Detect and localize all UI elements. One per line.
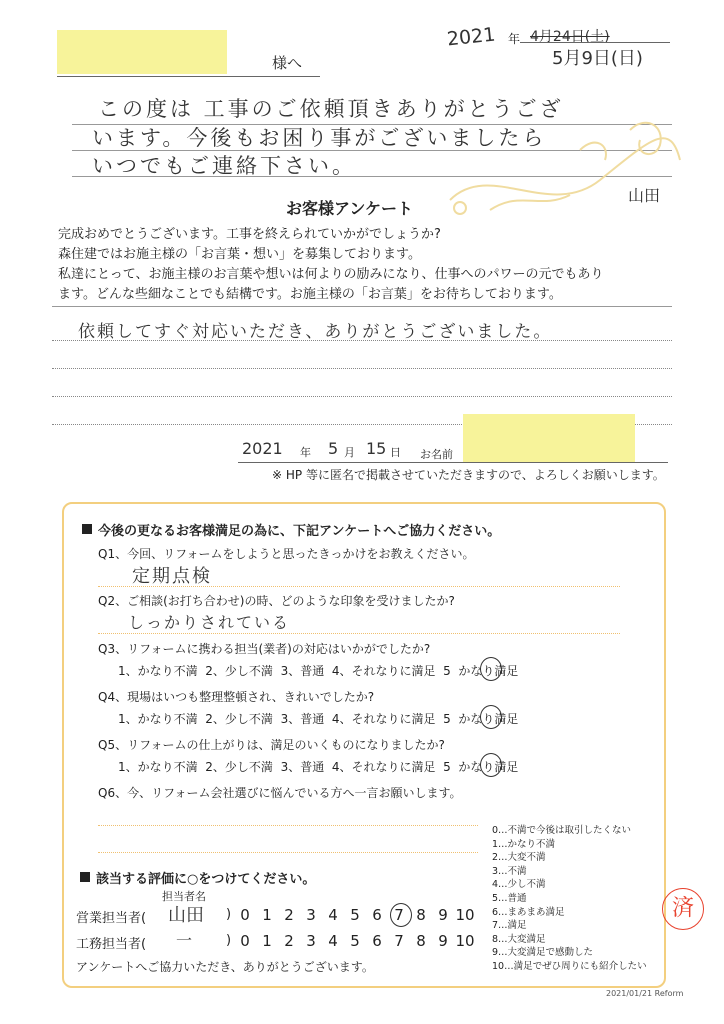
date-struck: 4月24日(土) <box>530 29 610 45</box>
works-paren-close: ) <box>226 933 232 948</box>
date: 5月9日(日) <box>552 48 643 69</box>
survey-comment: 依頼してすぐ対応いただき、ありがとうございました。 <box>78 322 553 342</box>
survey-month-label: 月 <box>344 446 355 459</box>
q3-scale: 1、かなり不満 2、少し不満 3、普通 4、それなりに満足 5 かなり満足 <box>118 664 519 678</box>
works-name: 一 <box>176 931 193 950</box>
sales-label: 営業担当者( <box>76 911 147 926</box>
works-rating-numbers: 0 1 2 3 4 5 6 7 8 9 10 <box>240 932 475 950</box>
sales-rating-numbers: 0 1 2 3 4 5 6 7 8 9 10 <box>240 906 475 924</box>
legend-item: 10…満足でぜひ周りにも紹介したい <box>492 960 647 972</box>
sales-name: 山田 <box>168 905 204 926</box>
message-line-3: いつでもご連絡下さい。 <box>92 154 356 178</box>
survey-intro-4: ます。どんな些細なことでも結構です。お施主様の「お言葉」をお待ちしております。 <box>58 287 562 302</box>
q5-scale: 1、かなり不満 2、少し不満 3、普通 4、それなりに満足 5 かなり満足 <box>118 760 519 774</box>
approved-stamp: 済 <box>662 888 704 930</box>
survey-intro-2: 森住建ではお施主様の「お言葉・想い」を募集しております。 <box>58 247 421 262</box>
signature: 山田 <box>628 186 661 205</box>
q1-text: Q1、今回、リフォームをしようと思ったきっかけをお教えください。 <box>98 547 475 561</box>
message-line-2: います。今後もお困り事がございましたら <box>92 126 547 150</box>
date-year-label: 年 <box>508 32 521 46</box>
footer-code: 2021/01/21 Reform <box>606 989 684 998</box>
q5-text: Q5、リフォームの仕上がりは、満足のいくものになりましたか? <box>98 738 445 752</box>
q1-answer: 定期点検 <box>132 566 212 587</box>
legend-item: 8…大変満足 <box>492 933 546 945</box>
legend-item: 7…満足 <box>492 920 527 932</box>
bullet-square-icon <box>82 524 92 534</box>
legend-item: 9…大変満足で感動した <box>492 947 594 959</box>
rating-heading: 該当する評価に○をつけてください。 <box>80 868 315 887</box>
q4-selected-circle <box>480 705 502 729</box>
survey-title: お客様アンケート <box>286 199 414 218</box>
q3-text: Q3、リフォームに携わる担当(業者)の対応はいかがでしたか? <box>98 642 431 656</box>
questionnaire-heading: 今後の更なるお客様満足の為に、下記アンケートへご協力ください。 <box>82 520 500 539</box>
q2-answer: しっかりされている <box>128 613 291 632</box>
legend-item: 4…少し不満 <box>492 879 546 891</box>
survey-date-day: 15 <box>366 439 387 458</box>
legend-item: 3…不満 <box>492 865 527 877</box>
sales-selected-circle <box>390 903 412 927</box>
rating-legend <box>492 824 647 974</box>
q4-scale: 1、かなり不満 2、少し不満 3、普通 4、それなりに満足 5 かなり満足 <box>118 712 519 726</box>
survey-date-year: 2021 <box>242 439 283 458</box>
survey-intro-1: 完成おめでとうございます。工事を終えられていかがでしょうか? <box>58 227 441 242</box>
survey-year-label: 年 <box>300 446 311 459</box>
survey-intro-3: 私達にとって、お施主様のお言葉や想いは何よりの励みになり、仕事へのパワーの元でもあり <box>58 267 604 282</box>
staff-header: 担当者名 <box>162 890 206 903</box>
sales-paren-close: ) <box>226 907 232 922</box>
date-year: 2021 <box>445 23 497 51</box>
q2-text: Q2、ご相談(お打ち合わせ)の時、どのような印象を受けましたか? <box>98 594 455 608</box>
bullet-square-icon <box>80 872 90 882</box>
q6-text: Q6、今、リフォーム会社選びに悩んでいる方へ一言お願いします。 <box>98 786 462 800</box>
legend-item: 0…不満で今後は取引したくない <box>492 825 632 836</box>
survey-day-label: 日 <box>390 446 401 459</box>
survey-name-label: お名前 <box>420 448 453 461</box>
q3-selected-circle <box>480 657 502 681</box>
customer-name-redacted <box>57 30 227 74</box>
survey-name-redacted <box>463 414 635 462</box>
q4-text: Q4、現場はいつも整理整頓され、きれいでしたか? <box>98 690 375 704</box>
legend-item: 1…かなり不満 <box>492 838 556 850</box>
legend-item: 5…普通 <box>492 892 527 904</box>
sama-e-label: 様へ <box>272 54 303 72</box>
survey-notice: ※ HP 等に匿名で掲載させていただきますので、よろしくお願いします。 <box>272 468 665 482</box>
legend-item: 6…まあまあ満足 <box>492 906 565 918</box>
message-line-1: この度は 工事のご依頼頂きありがとうござ <box>98 97 564 121</box>
works-label: 工務担当者( <box>76 937 147 952</box>
q5-selected-circle <box>480 753 502 777</box>
legend-item: 2…大変不満 <box>492 852 546 864</box>
decorative-swirl <box>430 100 690 220</box>
survey-date-month: 5 <box>328 439 339 458</box>
thanks-text: アンケートへご協力いただき、ありがとうございます。 <box>76 960 374 974</box>
